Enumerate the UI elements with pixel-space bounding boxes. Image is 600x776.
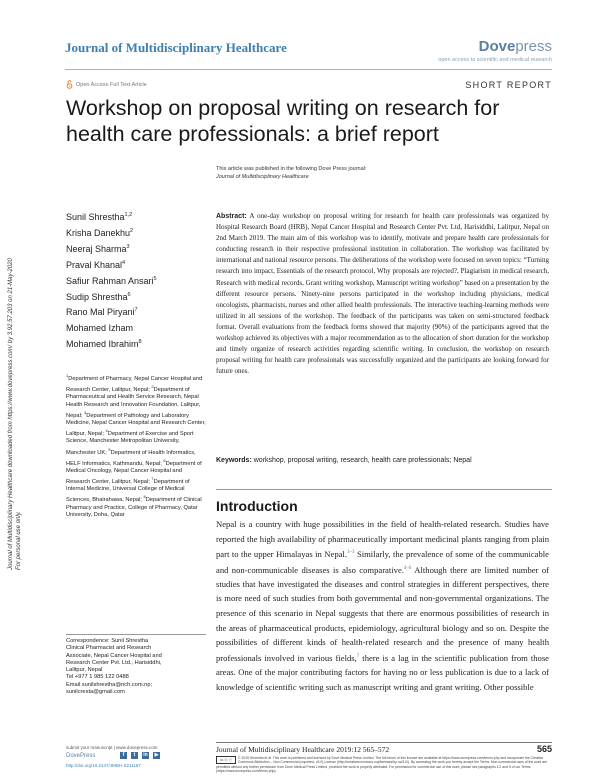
license-text: cc ⓑ ⓢ © 2019 Shrestha et al. This work is published and licensed by Dove Medical Press Limited. The full terms of this license are available at https://www.dovepress.com/terms.php and incorporate the Creative Commons Attribution – Non Commercial (unported, v3.0) License (http://creativecommons.org/licenses/by-nc/3.0/). By accessing the work you hereby accept the Terms. Non-commercial uses of the work are permitted without any further permission from Dove Medical Press Limited, provided the work is properly attributed. For permission for commercial use of this work, please see paragraphs 4.2 and 5 of our Terms (https://www.dovepress.com/terms.php). [216, 756, 548, 774]
abstract-label: Abstract: [216, 213, 247, 220]
keywords-text: workshop, proposal writing, research, health care professionals; Nepal [251, 457, 472, 464]
linkedin-icon[interactable]: in [143, 752, 148, 758]
correspondence-line: Tel +977 1 985 122 0488 [66, 674, 129, 681]
author-item[interactable]: Sunil Shrestha$^{1,2}$ [66, 212, 133, 222]
correspondence-line: Associate, Nepal Cancer Hospital and [66, 652, 162, 659]
correspondence-line: Lalitpur, Nepal [66, 667, 103, 674]
author-list [66, 209, 157, 352]
open-access-lock-icon [66, 80, 73, 89]
author-item[interactable]: Praval Khanal$^4$ [66, 259, 126, 270]
open-access-label: Open Access Full Text Article [76, 81, 147, 88]
correspondence-email[interactable]: Email sunilshrestha@nch.com.np; [66, 681, 153, 688]
author-item[interactable]: Mohamed Ibrahim$^8$ [66, 339, 142, 350]
correspondence-email[interactable]: sunilcresta@gmail.com [66, 689, 125, 696]
publication-note-line: This article was published in the following Dove Press journal: [216, 166, 367, 172]
author-item[interactable]: Rano Mal Piryani$^7$ [66, 307, 138, 318]
youtube-icon[interactable]: ▶ [154, 752, 159, 758]
correspondence-line: Correspondence: Sunil Shrestha [66, 638, 149, 644]
download-watermark-line: Journal of Multidisciplinary Healthcare downloaded from https://www.dovepress.com/ by 3.92.57.203 on 21-May-2020 [8, 258, 14, 570]
header-divider [65, 69, 552, 70]
article-type: SHORT REPORT [465, 80, 552, 90]
page-number: 565 [536, 744, 552, 754]
citation-link[interactable]: 7 [356, 653, 360, 659]
open-access-badge [66, 80, 147, 89]
footer-journal-ref: Journal of Multidisciplinary Healthcare 2019:12 565–572 [216, 745, 390, 754]
cc-license-icon[interactable]: cc ⓑ ⓢ [216, 756, 236, 764]
download-watermark [7, 150, 27, 570]
keywords-label: Keywords: [216, 457, 252, 464]
article-title: Workshop on proposal writing on research for health care professionals: a brief report [66, 96, 500, 146]
publisher-logo-rest: press [515, 38, 552, 55]
citation-link[interactable]: 4–6 [403, 565, 412, 571]
footer-divider [216, 742, 552, 743]
author-item[interactable]: Neeraj Sharma$^3$ [66, 243, 130, 254]
publisher-tagline: open access to scientific and medical research [438, 57, 552, 63]
correspondence-line: Research Center Pvt. Ltd., Harisiddhi, [66, 659, 162, 666]
author-item[interactable]: Krisha Danekhu$^2$ [66, 227, 134, 238]
keywords [216, 457, 549, 464]
publisher-logo[interactable] [479, 38, 552, 55]
abstract-text: A one-day workshop on proposal writing for research for health care professionals was organized by Hospital Research Board (HRB), Nepal Cancer Hospital and Research Center Pvt. Ltd, Harisiddhi, Lalitpur, Nepal on 2nd March 2019. The main aim of this workshop was to identify, motivate and prepare health care professionals for conducting research in their respective professional institution in collaboration. The workshop was facilitated by international and national resource persons. The deliberations of the workshop were focused on seven topics: “Turning research into impact, Essentials of the research protocol, Why proposals are rejected?, Plagiarism in medical research, Research with medical records, Grant writing workshop, Manuscript writing workshop” based on a presentation by the different resource persons. Ninety-nine persons participated in the workshop including physicians, medical oncologists, pharmacists, nurses and other allied health professionals. The interactive teaching-learning methods were utilized in all sessions of the workshop. The feedback of the participants was taken on semi-structured feedback format. Overall evaluations from the feedback forms showed that majority (90%) of the participants agreed that the workshop achieved its objectives with a major recommendation as to the allocation of short duration for the workshop and timely organize of research activities regarding scientific writing. In conclusion, the workshop on research proposal writing for health care professionals was successfully organized and the participants are looking forward for future ones. [216, 212, 549, 376]
author-item[interactable]: Mohamed Izham [66, 323, 134, 334]
correspondence-line: Clinical Pharmacist and Research [66, 645, 152, 652]
section-divider [216, 489, 552, 490]
facebook-icon[interactable]: f [120, 752, 127, 759]
journal-name: Journal of Multidisciplinary Healthcare [65, 40, 287, 55]
publication-note-journal: Journal of Multidisciplinary Healthcare [216, 174, 309, 180]
author-item[interactable]: Sudip Shrestha$^6$ [66, 291, 131, 302]
introduction-paragraph: Nepal is a country with huge possibilities in the field of health-related research. Studies have reported the high availability of pharmaceutically important medicinal plants ranging from plain part to the upper Himalayas in Nepal.$^{1-3}$ Similarly, the prevalence of some of the communicable and non-communicable diseases is also comparative.$^{4-6}$ Although there are limited number of studies that have investigated the diseases and control strategies in different perspectives, there is more need of such studies from both governmental and non-governmental organizations. The presence of this scenario in Nepal suggests that there are enormous possibilities of research in the areas of pharmaceutical products, epidemiology, agricultural biology and so on. Despite the possibilities of different kinds of health-related research and the presence of many health professionals involved in various fields,$^7$ there is a lag in the scientific publication from those areas. One of the major contributing factors for having no or less publication is due to a lack of knowledge of scientific writing such as manuscript writing and grant writing. Other possible [216, 519, 549, 692]
footer-brand[interactable]: DovePress [66, 753, 96, 759]
citation-link[interactable]: 1–3 [346, 550, 355, 556]
correspondence-block [66, 634, 206, 696]
publisher-logo-bold: Dove [478, 38, 516, 55]
download-watermark-line: For personal use only. [16, 511, 22, 570]
affiliations: $^1$Department of Pharmacy, Nepal Cancer Hospital and Research Center, Lalitpur, Nepal; $^2$Department of Pharmaceutical and Health Service Research, Nepal Health Research and Innovation Foundation, Lalitpur, Nepal; $^3$Department of Pathology and Laboratory Medicine, Nepal Cancer Hospital and Research Center, Lalitpur, Nepal; $^4$Department of Exercise and Sport Science, Manchester Metropolitan University, Manchester UK; $^5$Department of Health Informatics, HELF Informatics, Kathmandu, Nepal; $^6$Department of Medical Oncology, Nepal Cancer Hospital and Research Center, Lalitpur, Nepal; $^7$Department of Internal Medicine, Universal College of Medical Sciences, Bhairahawa, Nepal; $^8$Department of Clinical Pharmacy and Practice, College of Pharmacy, Qatar University, Doha, Qatar [66, 373, 206, 518]
section-heading-introduction: Introduction [216, 498, 298, 514]
abstract [216, 211, 549, 377]
author-item[interactable]: Safiur Rahman Ansari$^5$ [66, 275, 157, 286]
doi-link[interactable]: http://doi.org/10.2147/JMDH.S211187 [66, 763, 141, 768]
twitter-icon[interactable]: t [131, 752, 138, 759]
submit-manuscript-link[interactable]: submit your manuscript | www.dovepress.com [66, 745, 158, 750]
publication-note [216, 165, 366, 181]
social-icons [120, 752, 160, 759]
